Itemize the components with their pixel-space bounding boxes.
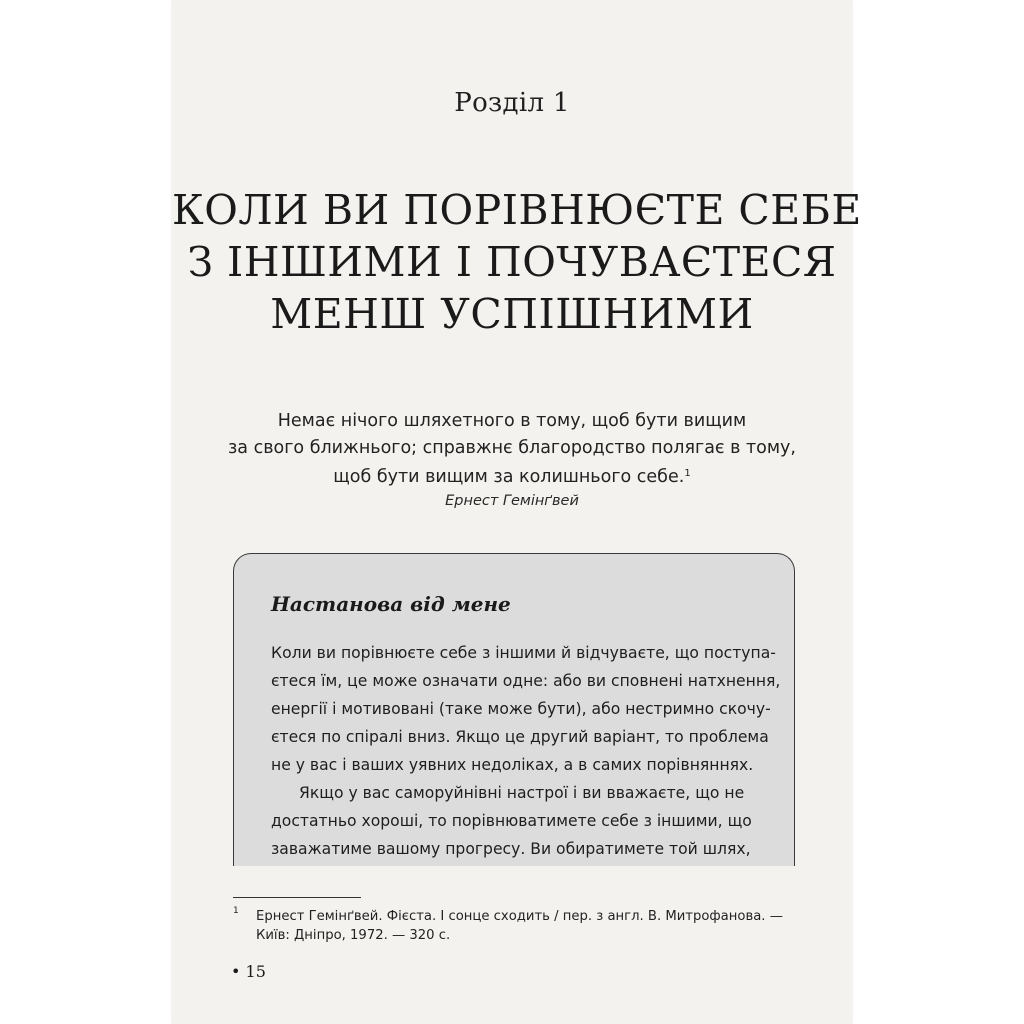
epigraph-line bbox=[172, 461, 852, 491]
epigraph-line-text: щоб бути вищим за колишнього себе. bbox=[333, 467, 685, 487]
epigraph-line: Немає нічого шляхетного в тому, щоб бути вищим bbox=[277, 411, 747, 431]
footnote-line: Київ: Дніпро, 1972. — 320 с. bbox=[256, 928, 451, 943]
book-page bbox=[172, 0, 862, 1024]
chapter-title-line: З ІНШИМИ І ПОЧУВАЄТЕСЯ bbox=[187, 238, 837, 286]
body-line: єтеся їм, це може означати одне: або ви сповнені натхнення, bbox=[271, 672, 781, 690]
body-line: Коли ви порівнюєте себе з іншими й відчуваєте, що поступа- bbox=[271, 644, 776, 662]
epigraph-author: Ернест Гемінґвей bbox=[445, 493, 579, 509]
chapter-title-line: КОЛИ ВИ ПОРІВНЮЄТЕ СЕБЕ bbox=[172, 186, 862, 234]
body-line: не у вас і ваших уявних недоліках, а в самих порівняннях. bbox=[271, 756, 754, 774]
body-line: Якщо у вас саморуйнівні настрої і ви вважаєте, що не bbox=[299, 784, 745, 802]
chapter-title bbox=[172, 184, 862, 340]
chapter-title-line: МЕНШ УСПІШНИМИ bbox=[270, 290, 754, 338]
body-line: енергії і мотивовані (таке може бути), або нестримно скочу- bbox=[271, 700, 771, 718]
body-line: достатньо хороші, то порівнюватимете себе з іншими, що bbox=[271, 812, 752, 830]
footnote-mark: 1 bbox=[233, 906, 239, 916]
footnote-divider bbox=[233, 897, 361, 898]
footnote-reference: 1 bbox=[684, 468, 691, 479]
chapter-label: Розділ 1 bbox=[454, 88, 570, 118]
sidebar-box-body bbox=[271, 639, 781, 863]
page-number: • 15 bbox=[231, 962, 266, 981]
epigraph-line: за свого ближнього; справжнє благородство полягає в тому, bbox=[228, 437, 796, 458]
footnote-text bbox=[256, 907, 783, 945]
epigraph bbox=[172, 408, 852, 491]
footnote-line: Ернест Гемінґвей. Фієста. І сонце сходить / пер. з англ. В. Митрофанова. — bbox=[256, 909, 783, 924]
sidebar-box-title: Настанова від мене bbox=[271, 592, 511, 616]
body-line: заважатиме вашому прогресу. Ви обиратимете той шлях, bbox=[271, 840, 751, 858]
body-line: єтеся по спіралі вниз. Якщо це другий варіант, то проблема bbox=[271, 728, 769, 746]
